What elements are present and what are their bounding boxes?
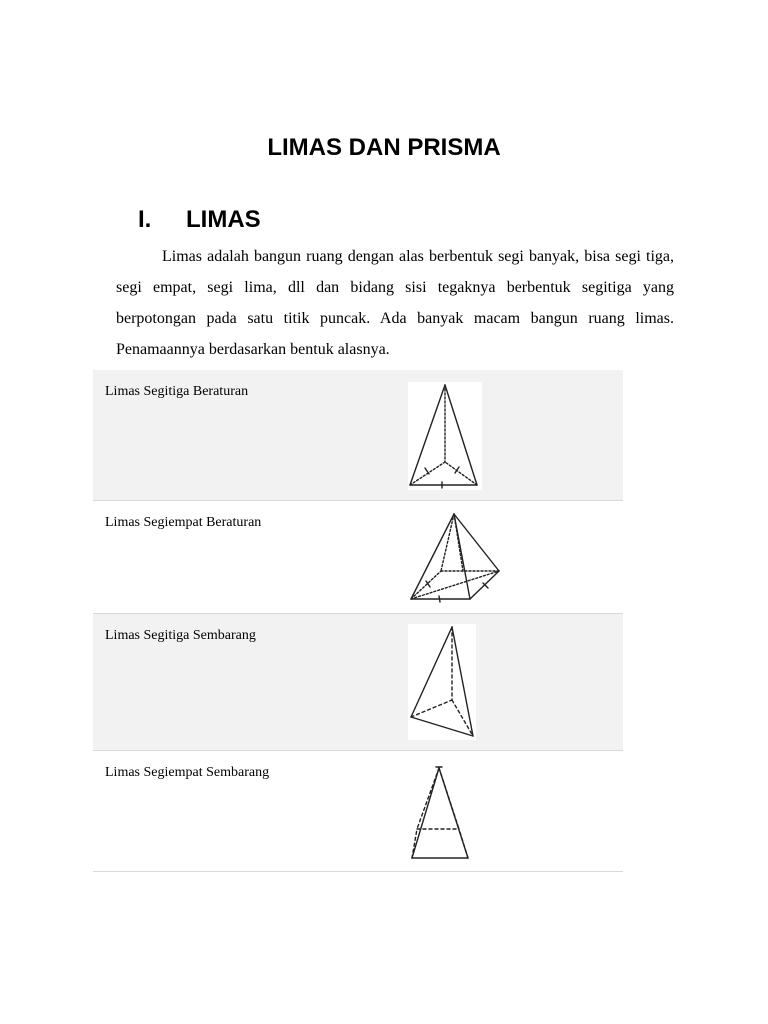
table-row [93,501,623,614]
table-row [93,614,623,751]
intro-paragraph: Limas adalah bangun ruang dengan alas berbentuk segi banyak, bisa segi tiga, segi empat, segi lima, dll dan bidang sisi tegaknya berbentuk segitiga yang berpotongan pada satu titik puncak. Ada banyak macam bangun ruang limas. Penamaannya berdasarkan bentuk alasnya. [116,248,674,358]
regular-square-pyramid-icon [409,511,503,603]
section-heading [138,205,261,235]
row-label: Limas Segitiga Beraturan [105,384,249,399]
row-label: Limas Segiempat Beraturan [105,515,262,530]
irregular-quadrilateral-pyramid-icon [409,765,471,861]
section-number: I. [138,206,152,233]
row-label: Limas Segiempat Sembarang [105,765,270,780]
irregular-triangular-pyramid-icon [408,624,476,740]
table-row [93,751,623,872]
page-title: LIMAS DAN PRISMA [267,134,501,161]
pyramid-table [93,370,623,872]
regular-triangular-pyramid-icon [408,382,482,490]
row-label: Limas Segitiga Sembarang [105,628,256,643]
section-title: LIMAS [186,206,261,233]
table-row [93,370,623,501]
